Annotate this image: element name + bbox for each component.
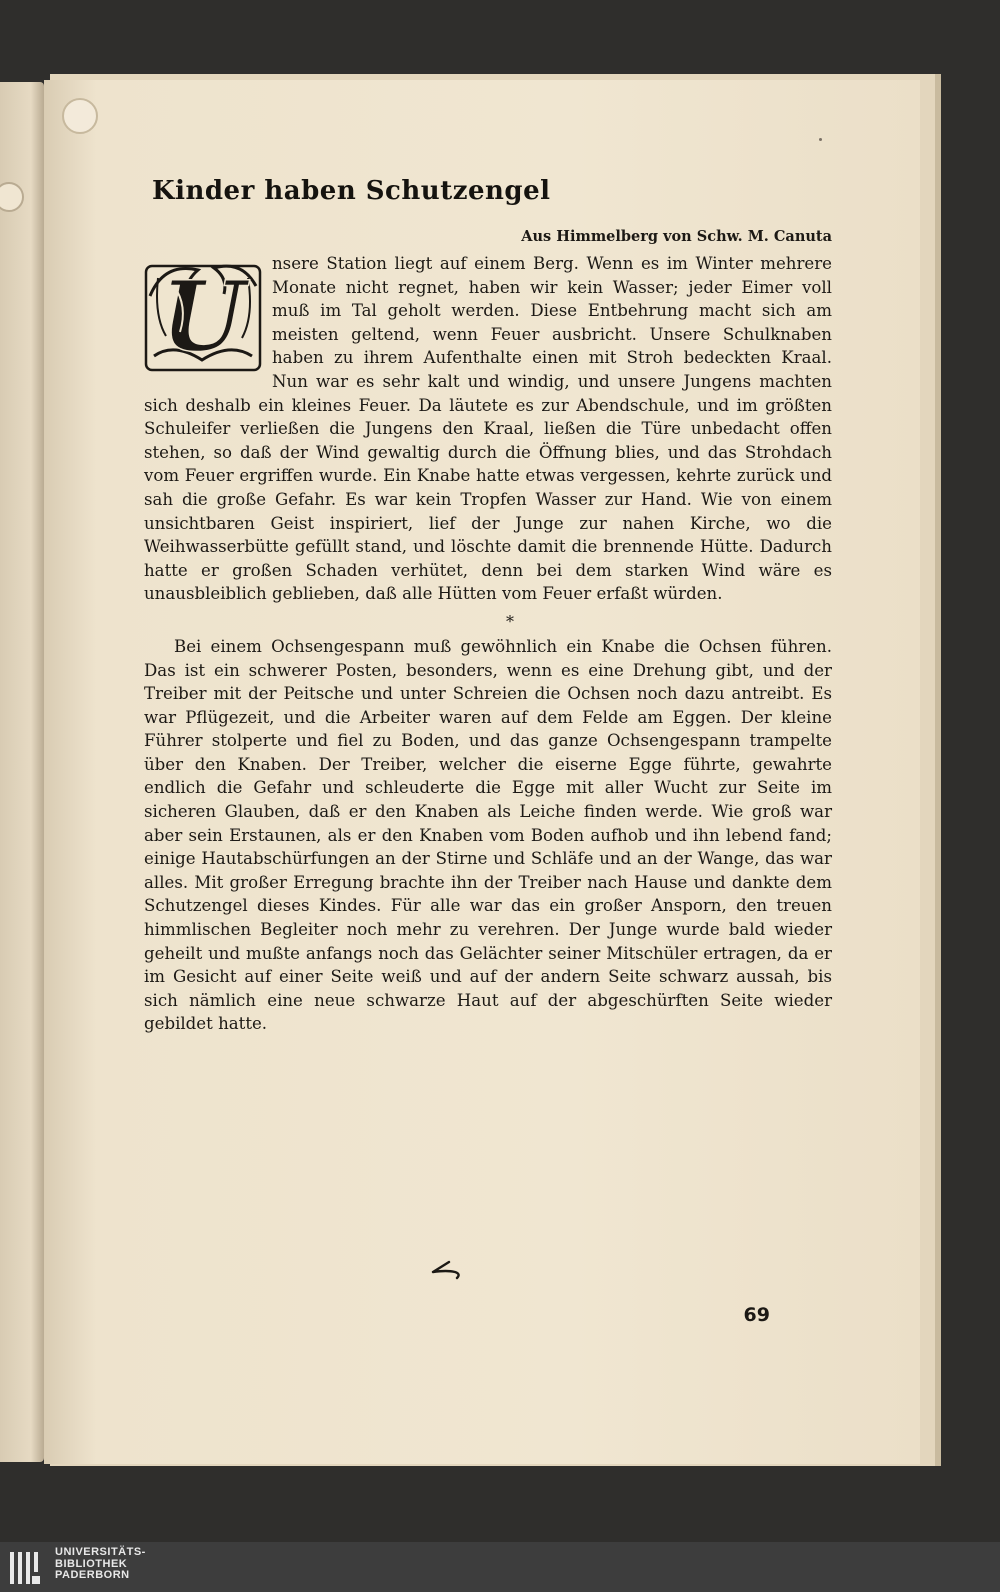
page-number: 69 — [743, 1304, 770, 1326]
library-name-line: BIBLIOTHEK — [55, 1557, 128, 1570]
library-name-line: PADERBORN — [55, 1569, 130, 1581]
binding-hole — [0, 182, 24, 212]
article-body — [144, 252, 832, 1036]
ornamental-dropcap-u — [144, 256, 262, 372]
article-title: Kinder haben Schutzengel — [152, 176, 551, 206]
page-speck — [819, 138, 822, 141]
binding-hole — [62, 98, 98, 134]
left-page-edge — [0, 82, 44, 1462]
book-page — [44, 80, 920, 1464]
paragraph-2: Bei einem Ochsengespann muß gewöhnlich ein Knabe die Ochsen führen. Das ist ein schwerer Posten, besonders, wenn es eine Drehung gibt, und der Treiber mit der Peitsche und unter Schreien die Ochsen noch dazu antreibt. Es war Pflügezeit, und die Arbeiter waren auf dem Felde am Eggen. Der kleine Führer stolperte und fiel zu Boden, und das ganze Ochsengespann trampelte über den Knaben. Der Treiber, welcher die eiserne Egge führte, gewahrte endlich die Gefahr und schleuderte die Egge mit aller Wucht zur Seite im sicheren Glauben, daß er den Knaben als Leiche finden werde. Wie groß war aber sein Erstaunen, als er den Knaben vom Boden aufhob und ihn lebend fand; einige Hautabschürfungen an der Stirne und Schläfe und an der Wange, das war alles. Mit großer Erregung brachte ihn der Treiber nach Hause und dankte dem Schutzengel dieses Kindes. Für alle war das ein großer Ansporn, den treuen himmlischen Begleiter noch mehr zu verehren. Der Junge wurde bald wieder geheilt und mußte anfangs noch das Gelächter seiner Mitschüler ertragen, da er im Gesicht auf einer Seite weiß und auf der andern Seite schwarz aussah, bis sich nämlich eine neue schwarze Haut auf der abgeschürften Seite wieder gebildet hatte. — [144, 636, 832, 1034]
section-separator: * — [506, 611, 514, 631]
library-name-line: UNIVERSITÄTS- — [55, 1546, 146, 1558]
paragraph-1: nsere Station liegt auf einem Berg. Wenn es im Winter mehrere Monate nicht regnet, haben wir kein Wasser; jeder Eimer voll muß im Tal geholt werden. Diese Entbehrung macht sich am meisten geltend, wenn Feuer ausbricht. Unsere Schulknaben haben zu ihrem Aufenthalte einen mit Stroh bedeckten Kraal. Nun war es sehr kalt und windig, und unsere Jungens machten sich deshalb ein kleines Feuer. Da läutete es zur Abendschule, und im größten Schuleifer verließen die Jungens den Kraal, ließen die Türe unbedacht offen stehen, so daß der Wind gewaltig durch die Öffnung blies, und das Strohdach vom Feuer ergriffen wurde. Ein Knabe hatte etwas vergessen, kehrte zurück und sah die große Gefahr. Es war kein Tropfen Wasser zur Hand. Wie von einem unsichtbaren Geist inspiriert, lief der Junge zur nahen Kirche, wo die Weihwasserbütte gefüllt stand, und löschte damit die brennende Hütte. Dadurch hatte er großen Schaden verhütet, denn bei dem starken Wind wäre es unausbleiblich geblieben, daß alle Hütten vom Feuer erfaßt würden. — [144, 254, 832, 604]
library-footer-bar — [0, 1542, 1000, 1592]
library-logo-icon — [8, 1548, 44, 1588]
dropcap-letter: U — [161, 260, 245, 372]
article-byline: Aus Himmelberg von Schw. M. Canuta — [521, 228, 832, 245]
end-ornament-icon — [429, 1258, 465, 1280]
library-name — [55, 1547, 146, 1582]
